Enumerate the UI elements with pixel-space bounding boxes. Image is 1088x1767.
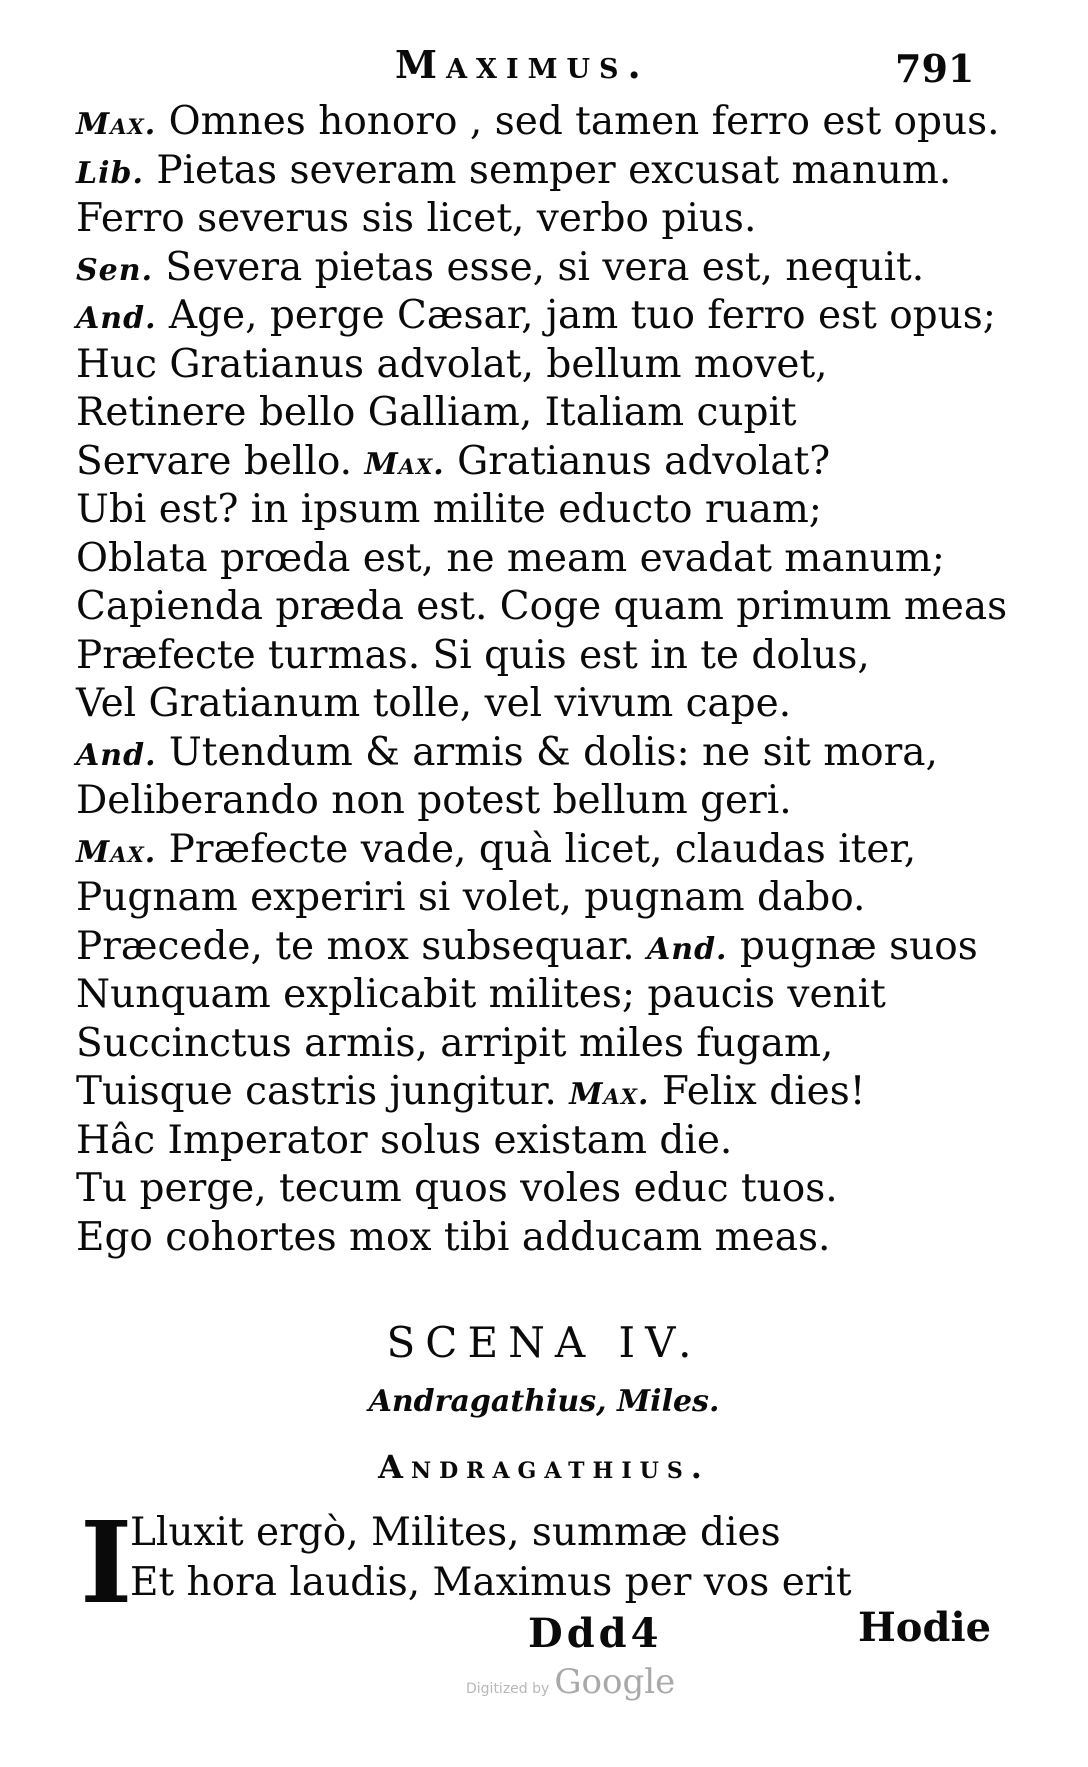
- verse-line: [76, 486, 976, 535]
- verse-line: [76, 292, 996, 341]
- opening-verse-block: [130, 1508, 930, 1608]
- verse-line: [76, 244, 976, 293]
- running-title: Maximus.: [395, 42, 650, 87]
- page-number: 791: [895, 46, 975, 91]
- verse-text: Ego cohortes mox tibi adducam meas.: [76, 1214, 831, 1260]
- speaker-label: Lib.: [76, 155, 144, 191]
- verse-text: Hâc Imperator solus existam die.: [76, 1117, 733, 1163]
- verse-text: Capienda præda est. Coge quam primum meas: [76, 584, 1008, 629]
- verse-text: Omnes honoro , sed tamen ferro est opus.: [156, 99, 1000, 144]
- watermark-prefix: Digitized by: [466, 1681, 550, 1697]
- speaker-label: Sen.: [76, 252, 154, 288]
- verse-line: Lluxit ergò, Milites, summæ dies: [130, 1510, 781, 1555]
- speaker-label: Max.: [76, 107, 157, 142]
- verse-line: [76, 777, 976, 826]
- verse-text: Nunquam explicabit milites; paucis venit: [76, 972, 886, 1017]
- verse-text: Ubi est? in ipsum milite educto ruam;: [76, 487, 822, 532]
- verse-text: Vel Gratianum tolle, vel vivum cape.: [76, 681, 792, 726]
- verse-line: [76, 1165, 976, 1214]
- verse-text: Præfecte turmas. Si quis est in te dolus,: [76, 632, 870, 678]
- verse-line: [76, 438, 976, 487]
- verse-line: Et hora laudis, Maximus per vos erit: [130, 1560, 852, 1605]
- drop-cap: I: [80, 1498, 133, 1629]
- verse-line: [76, 971, 976, 1020]
- speaker-heading: Andragathius.: [378, 1448, 710, 1486]
- verse-block: [76, 98, 1008, 1262]
- verse-text: Oblata prœda est, ne meam evadat manum;: [76, 535, 945, 581]
- verse-line: [76, 923, 976, 972]
- verse-text: Tuisque castris jungitur.: [76, 1069, 570, 1114]
- verse-line: [76, 826, 976, 875]
- catchword: Hodie: [858, 1604, 992, 1651]
- verse-text: Retinere bello Galliam, Italiam cupit: [76, 390, 797, 435]
- speaker-label: Max.: [569, 1077, 650, 1112]
- google-logo: Google: [554, 1662, 676, 1702]
- verse-line: [76, 1117, 976, 1166]
- verse-text: Præfecte vade, quà licet, claudas iter,: [156, 826, 917, 872]
- verse-line: [76, 389, 976, 438]
- verse-text: Ferro severus sis licet, verbo pius.: [76, 196, 757, 241]
- scene-title: SCENA IV.: [386, 1318, 702, 1367]
- verse-line: [76, 1068, 976, 1117]
- verse-line: [76, 1214, 976, 1263]
- signature-mark: Ddd4: [528, 1610, 663, 1657]
- dramatis-personae: Andragathius, Miles.: [368, 1384, 720, 1419]
- verse-text: Severa pietas esse, si vera est, nequit.: [153, 244, 925, 290]
- verse-text: Pugnam experiri si volet, pugnam dabo.: [76, 875, 866, 920]
- speaker-label: And.: [646, 931, 728, 967]
- verse-line: [76, 535, 976, 584]
- verse-text: Pietas severam semper excusat manum.: [143, 147, 952, 193]
- verse-text: Servare bello.: [76, 438, 365, 484]
- digitization-watermark: [466, 1662, 675, 1702]
- verse-text: Huc Gratianus advolat, bellum movet,: [76, 341, 828, 387]
- speaker-label: And.: [76, 737, 157, 773]
- verse-text: Præcede, te mox subsequar.: [76, 923, 647, 969]
- verse-line: [76, 680, 976, 729]
- verse-text: Felix dies!: [649, 1069, 866, 1114]
- verse-line: [76, 195, 976, 244]
- verse-line: [76, 729, 976, 778]
- verse-line: [76, 1020, 976, 1069]
- verse-text: Utendum & armis & dolis: ne sit mora,: [156, 729, 938, 775]
- verse-text: Deliberando non potest bellum geri.: [76, 778, 792, 823]
- verse-line: [76, 147, 976, 196]
- verse-text: Gratianus advolat?: [444, 438, 831, 484]
- verse-text: Succinctus armis, arripit miles fugam,: [76, 1020, 834, 1066]
- verse-line: [76, 583, 1008, 632]
- verse-text: pugnæ suos: [727, 923, 978, 969]
- verse-line: [76, 874, 976, 923]
- speaker-label: Max.: [76, 834, 157, 870]
- speaker-label: Max.: [364, 446, 445, 482]
- verse-text: Age, perge Cæsar, jam tuo ferro est opus;: [156, 293, 996, 338]
- verse-line: [76, 341, 976, 390]
- verse-line: [76, 632, 976, 681]
- verse-line: [76, 98, 1000, 147]
- speaker-label: And.: [76, 301, 157, 336]
- running-head: [0, 42, 1088, 92]
- verse-text: Tu perge, tecum quos voles educ tuos.: [76, 1166, 838, 1211]
